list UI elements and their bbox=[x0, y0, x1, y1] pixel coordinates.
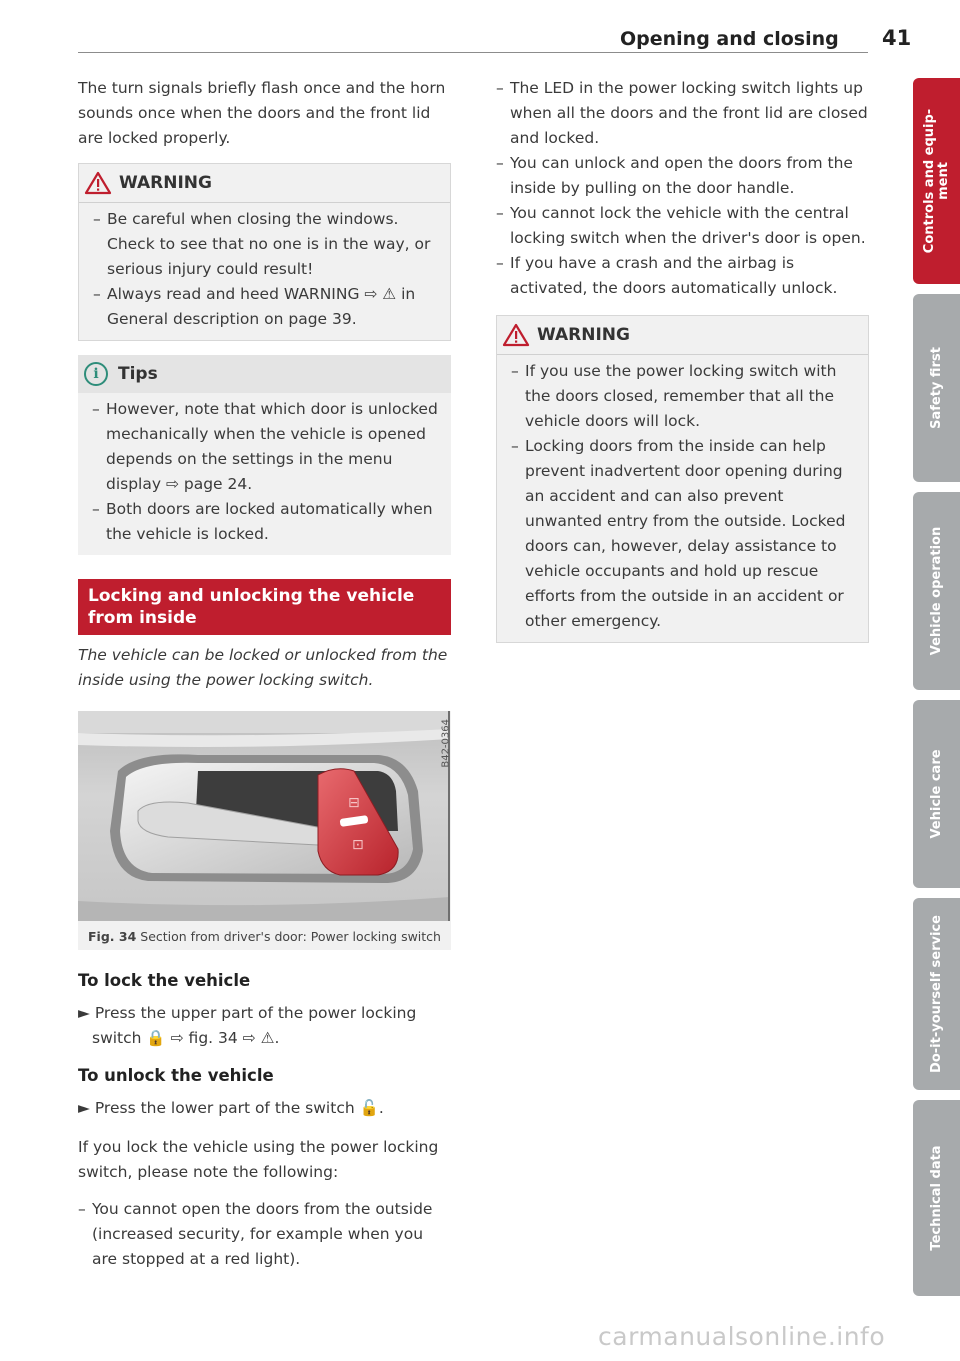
door-panel-drawing bbox=[78, 711, 450, 921]
note-paragraph: If you lock the vehicle using the power locking switch, please note the following: bbox=[78, 1138, 439, 1181]
tips-item: – Both doors are locked automatically when the vehicle is locked. bbox=[92, 497, 441, 547]
tab-label: Safety first bbox=[928, 347, 944, 429]
tab-technical-data[interactable] bbox=[913, 1100, 960, 1296]
tab-do-it-yourself-service[interactable] bbox=[913, 898, 960, 1090]
intro-paragraph: The turn signals briefly flash once and the horn sounds once when the doors and the front lid are locked properly. bbox=[78, 79, 446, 147]
tab-label: Controls and equip- ment bbox=[921, 108, 951, 254]
list-item: – You cannot lock the vehicle with the central locking switch when the driver's door is open. bbox=[496, 201, 869, 251]
svg-text:⊟: ⊟ bbox=[348, 795, 360, 811]
tab-label: Technical data bbox=[928, 1145, 944, 1251]
warning-box bbox=[496, 315, 869, 643]
list-item: – The LED in the power locking switch lights up when all the doors and the front lid are closed and locked. bbox=[496, 76, 869, 151]
warning-body bbox=[79, 203, 450, 340]
page-number: 41 bbox=[882, 26, 912, 50]
warning-heading-text: WARNING bbox=[537, 324, 630, 345]
warning-triangle-icon bbox=[85, 172, 111, 194]
warning-body bbox=[497, 355, 868, 642]
warning-item: – Always read and heed WARNING ⇨ ⚠ in General description on page 39. bbox=[93, 282, 440, 332]
section-title: Locking and unlocking the vehicle from inside bbox=[78, 579, 451, 635]
tab-safety-first[interactable] bbox=[913, 294, 960, 482]
tab-label: Vehicle operation bbox=[928, 526, 944, 656]
figure-caption-label: Fig. 34 bbox=[88, 929, 137, 944]
tab-vehicle-care[interactable] bbox=[913, 700, 960, 888]
note-item: – You cannot open the doors from the outside (increased security, for example when you are stopped at a red light). bbox=[78, 1197, 451, 1272]
section-intro: The vehicle can be locked or unlocked from the inside using the power locking switch. bbox=[78, 646, 448, 689]
header-rule bbox=[78, 52, 868, 53]
watermark: carmanualsonline.info bbox=[598, 1322, 886, 1351]
tips-heading-text: Tips bbox=[118, 363, 158, 384]
right-column bbox=[496, 76, 869, 643]
warning-heading bbox=[79, 164, 450, 203]
warning-item: – Locking doors from the inside can help prevent inadvertent door opening during an accident and can also prevent unwanted entry from the outside. Locked doors can, however, delay assistance to vehicle occupants and hold up rescue efforts from the outside in an accident or other emergency. bbox=[511, 434, 858, 634]
list-item: – You can unlock and open the doors from the inside by pulling on the door handle. bbox=[496, 151, 869, 201]
unlock-heading: To unlock the vehicle bbox=[78, 1066, 274, 1085]
list-item: – If you have a crash and the airbag is activated, the doors automatically unlock. bbox=[496, 251, 869, 301]
figure-code: B42-0364 bbox=[441, 719, 452, 768]
warning-heading bbox=[497, 316, 868, 355]
door-handle-illustration bbox=[78, 711, 450, 921]
tips-box bbox=[78, 355, 451, 555]
tips-item: – However, note that which door is unlocked mechanically when the vehicle is opened depends on the settings in the menu display ⇨ page 24. bbox=[92, 397, 441, 497]
figure-caption-text: Section from driver's door: Power locking switch bbox=[140, 929, 441, 944]
warning-triangle-icon bbox=[503, 324, 529, 346]
left-column bbox=[78, 76, 451, 1272]
warning-item: – Be careful when closing the windows. Check to see that no one is in the way, or serious injury could result! bbox=[93, 207, 440, 282]
figure-caption bbox=[78, 921, 451, 950]
tab-controls-and-equipment[interactable] bbox=[913, 78, 960, 284]
tab-label: Do-it-yourself service bbox=[928, 915, 944, 1073]
lock-step: ► Press the upper part of the power locking switch 🔒 ⇨ fig. 34 ⇨ ⚠. bbox=[78, 1004, 417, 1047]
unlock-step: ► Press the lower part of the switch 🔓. bbox=[78, 1099, 384, 1117]
tab-label: Vehicle care bbox=[928, 749, 944, 839]
lock-heading: To lock the vehicle bbox=[78, 971, 251, 990]
svg-text:⊡: ⊡ bbox=[352, 837, 364, 853]
warning-item: – If you use the power locking switch with the doors closed, remember that all the vehicle doors will lock. bbox=[511, 359, 858, 434]
running-header-title: Opening and closing bbox=[620, 28, 839, 50]
warning-box bbox=[78, 163, 451, 341]
tab-vehicle-operation[interactable] bbox=[913, 492, 960, 690]
tips-body bbox=[78, 393, 451, 555]
tips-heading bbox=[78, 355, 451, 393]
figure-34 bbox=[78, 711, 451, 950]
info-icon: i bbox=[84, 362, 108, 386]
warning-heading-text: WARNING bbox=[119, 172, 212, 193]
